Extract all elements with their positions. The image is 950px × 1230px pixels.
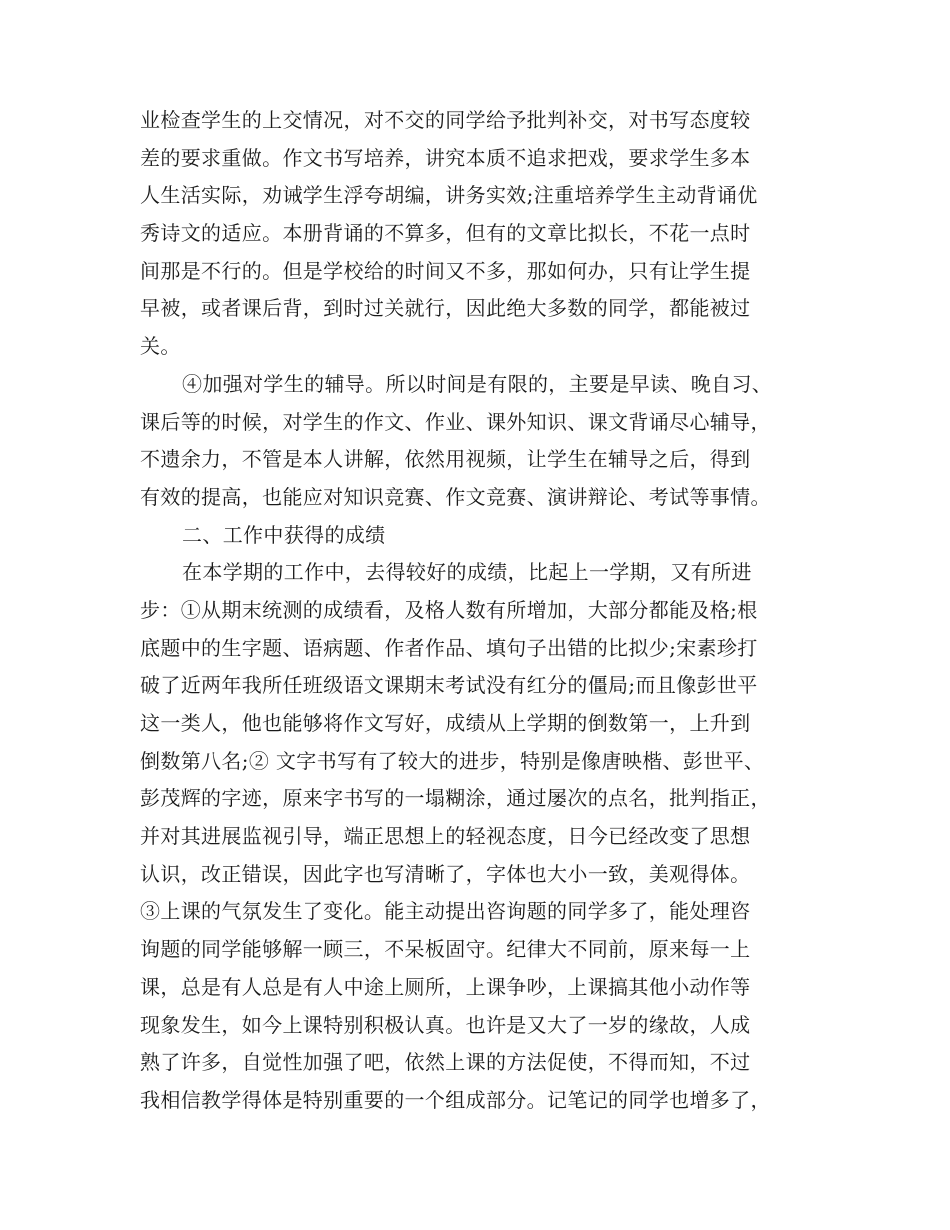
text-line: 倒数第八名;② 文字书写有了较大的进步，特别是像唐映楷、彭世平、 (140, 748, 765, 773)
text-line: 差的要求重做。作文书写培养，讲究本质不追求把戏，要求学生多本 (140, 145, 751, 170)
text-line: 彭茂辉的字迹，原来字书写的一塌糊涂，通过屡次的点名，批判指正， (140, 786, 771, 811)
text-line: 询题的同学能够解一顾三，不呆板固守。纪律大不同前，原来每一上 (140, 937, 751, 962)
text-line: 课后等的时候，对学生的作文、作业、课外知识、课文背诵尽心辅导， (140, 409, 771, 434)
text-line: 业检查学生的上交情况，对不交的同学给予批判补交，对书写态度较 (140, 108, 751, 132)
text-line: 早被，或者课后背，到时过关就行，因此绝大多数的同学，都能被过 (140, 296, 751, 321)
text-line: 关。 (140, 334, 181, 359)
text-line: ③上课的气氛发生了变化。能主动提出咨询题的同学多了，能处理咨 (140, 899, 751, 924)
text-line: 二、工作中获得的成绩 (182, 522, 386, 547)
text-line: ④加强对学生的辅导。所以时间是有限的，主要是早读、晚自习、 (182, 371, 773, 396)
text-line: 底题中的生字题、语病题、作者作品、填句子出错的比拟少;宋素珍打 (140, 635, 758, 660)
text-line: 步：①从期末统测的成绩看，及格人数有所增加，大部分都能及格;根 (140, 597, 758, 622)
text-line: 认识，改正错误，因此字也写清晰了，字体也大小一致，美观得体。 (140, 861, 751, 886)
text-line: 破了近两年我所任班级语文课期末考试没有红分的僵局;而且像彭世平 (140, 673, 758, 698)
text-line: 人生活实际，劝诫学生浮夸胡编，讲务实效;注重培养学生主动背诵优 (140, 183, 758, 208)
text-line: 有效的提高，也能应对知识竞赛、作文竞赛、演讲辩论、考试等事情。 (140, 484, 771, 509)
body-text (140, 102, 824, 1120)
text-line: 并对其进展监视引导，端正思想上的轻视态度，日今已经改变了思想 (140, 824, 751, 849)
text-line: 我相信教学得体是特别重要的一个组成部分。记笔记的同学也增多了， (140, 1087, 771, 1112)
text-line: 熟了许多，自觉性加强了吧，依然上课的方法促使，不得而知，不过 (140, 1050, 751, 1075)
text-line: 间那是不行的。但是学校给的时间又不多，那如何办，只有让学生提 (140, 258, 751, 283)
text-line: 秀诗文的适应。本册背诵的不算多，但有的文章比拟长，不花一点时 (140, 221, 751, 246)
text-line: 在本学期的工作中，去得较好的成绩，比起上一学期，又有所进 (182, 560, 752, 585)
text-line: 不遗余力，不管是本人讲解，依然用视频，让学生在辅导之后，得到 (140, 447, 751, 472)
text-line: 课，总是有人总是有人中途上厕所，上课争吵，上课搞其他小动作等 (140, 974, 751, 999)
text-line: 现象发生，如今上课特别积极认真。也许是又大了一岁的缘故，人成 (140, 1012, 751, 1037)
text-line: 这一类人，他也能够将作文写好，成绩从上学期的倒数第一，上升到 (140, 711, 751, 735)
